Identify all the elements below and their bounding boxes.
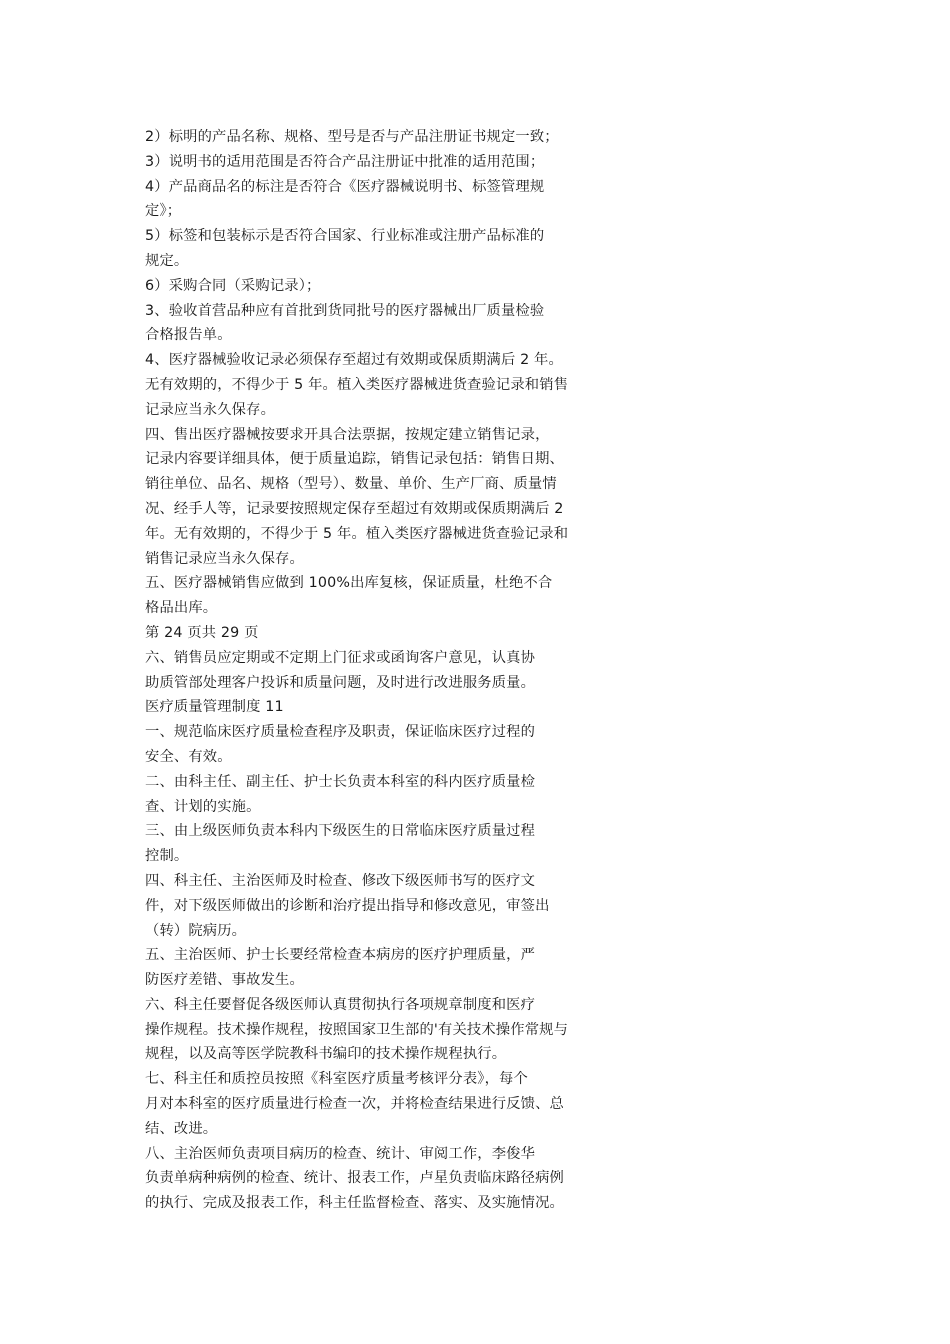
- text-line: （转）院病历。: [145, 922, 247, 939]
- text-line: 无有效期的，不得少于 5 年。植入类医疗器械进货查验记录和销售: [145, 376, 569, 393]
- text-line: 助质管部处理客户投诉和质量问题，及时进行改进服务质量。: [145, 674, 536, 691]
- text-line: 记录应当永久保存。: [145, 401, 276, 418]
- text-line: 定》；: [145, 203, 182, 220]
- text-line: 医疗质量管理制度 11: [145, 699, 284, 716]
- text-line: 5）标签和包装标示是否符合国家、行业标准或注册产品标准的: [145, 228, 545, 245]
- text-line: 年。无有效期的，不得少于 5 年。植入类医疗器械进货查验记录和: [145, 525, 569, 542]
- text-line: 控制。: [145, 848, 189, 865]
- text-line: 2）标明的产品名称、规格、型号是否与产品注册证书规定一致；: [145, 129, 559, 145]
- text-line: 七、科主任和质控员按照《科室医疗质量考核评分表》，每个: [145, 1071, 528, 1088]
- text-line: 操作规程。技术操作规程，按照国家卫生部的'有关技术操作常规与: [145, 1021, 569, 1038]
- text-line: 四、售出医疗器械按要求开具合法票据，按规定建立销售记录，: [145, 426, 550, 443]
- text-line: 4）产品商品名的标注是否符合《医疗器械说明书、标签管理规: [145, 178, 545, 195]
- text-line: 月对本科室的医疗质量进行检查一次，并将检查结果进行反馈、总: [145, 1096, 564, 1113]
- document-body: [145, 125, 645, 1216]
- text-line: 八、主治医师负责项目病历的检查、统计、审阅工作，李俊华: [145, 1145, 536, 1162]
- text-line: 二、由科主任、副主任、护士长负责本科室的科内医疗质量检: [145, 773, 536, 790]
- text-line: 3）说明书的适用范围是否符合产品注册证中批准的适用范围；: [145, 153, 545, 170]
- text-line: 结、改进。: [145, 1120, 218, 1137]
- text-line: 3、验收首营品种应有首批到货同批号的医疗器械出厂质量检验: [145, 302, 545, 319]
- text-line: 记录内容要详细具体，便于质量追踪，销售记录包括：销售日期、: [145, 451, 564, 468]
- text-line: 6）采购合同（采购记录）；: [145, 277, 321, 294]
- text-line: 安全、有效。: [145, 748, 232, 765]
- text-line: 的执行、完成及报表工作，科主任监督检查、落实、及实施情况。: [145, 1195, 564, 1212]
- text-line: 销往单位、品名、规格（型号）、数量、单价、生产厂商、质量情: [145, 476, 557, 493]
- text-line: 负责单病种病例的检查、统计、报表工作，卢星负责临床路径病例: [145, 1170, 564, 1187]
- text-line: 六、销售员应定期或不定期上门征求或函询客户意见，认真协: [145, 649, 536, 666]
- text-line: 四、科主任、主治医师及时检查、修改下级医师书写的医疗文: [145, 872, 536, 889]
- text-line: 合格报告单。: [145, 327, 232, 344]
- text-line: 查、计划的实施。: [145, 798, 261, 815]
- text-line: 格品出库。: [145, 600, 218, 617]
- text-line: 4、医疗器械验收记录必须保存至超过有效期或保质期满后 2 年。: [145, 352, 563, 369]
- text-line: 第 24 页共 29 页: [145, 624, 259, 641]
- text-line: 五、主治医师、护士长要经常检查本病房的医疗护理质量，严: [145, 947, 536, 964]
- text-line: 况、经手人等，记录要按照规定保存至超过有效期或保质期满后 2: [145, 500, 564, 517]
- text-line: 防医疗差错、事故发生。: [145, 972, 304, 989]
- text-line: 件，对下级医师做出的诊断和治疗提出指导和修改意见，审签出: [145, 897, 550, 914]
- text-line: 三、由上级医师负责本科内下级医生的日常临床医疗质量过程: [145, 823, 536, 840]
- text-line: 六、科主任要督促各级医师认真贯彻执行各项规章制度和医疗: [145, 996, 536, 1013]
- text-line: 五、医疗器械销售应做到 100%出库复核，保证质量，杜绝不合: [145, 575, 553, 592]
- text-line: 一、规范临床医疗质量检查程序及职责，保证临床医疗过程的: [145, 724, 536, 741]
- text-line: 销售记录应当永久保存。: [145, 550, 304, 567]
- text-line: 规程，以及高等医学院教科书编印的技术操作规程执行。: [145, 1046, 507, 1063]
- text-line: 规定。: [145, 252, 189, 269]
